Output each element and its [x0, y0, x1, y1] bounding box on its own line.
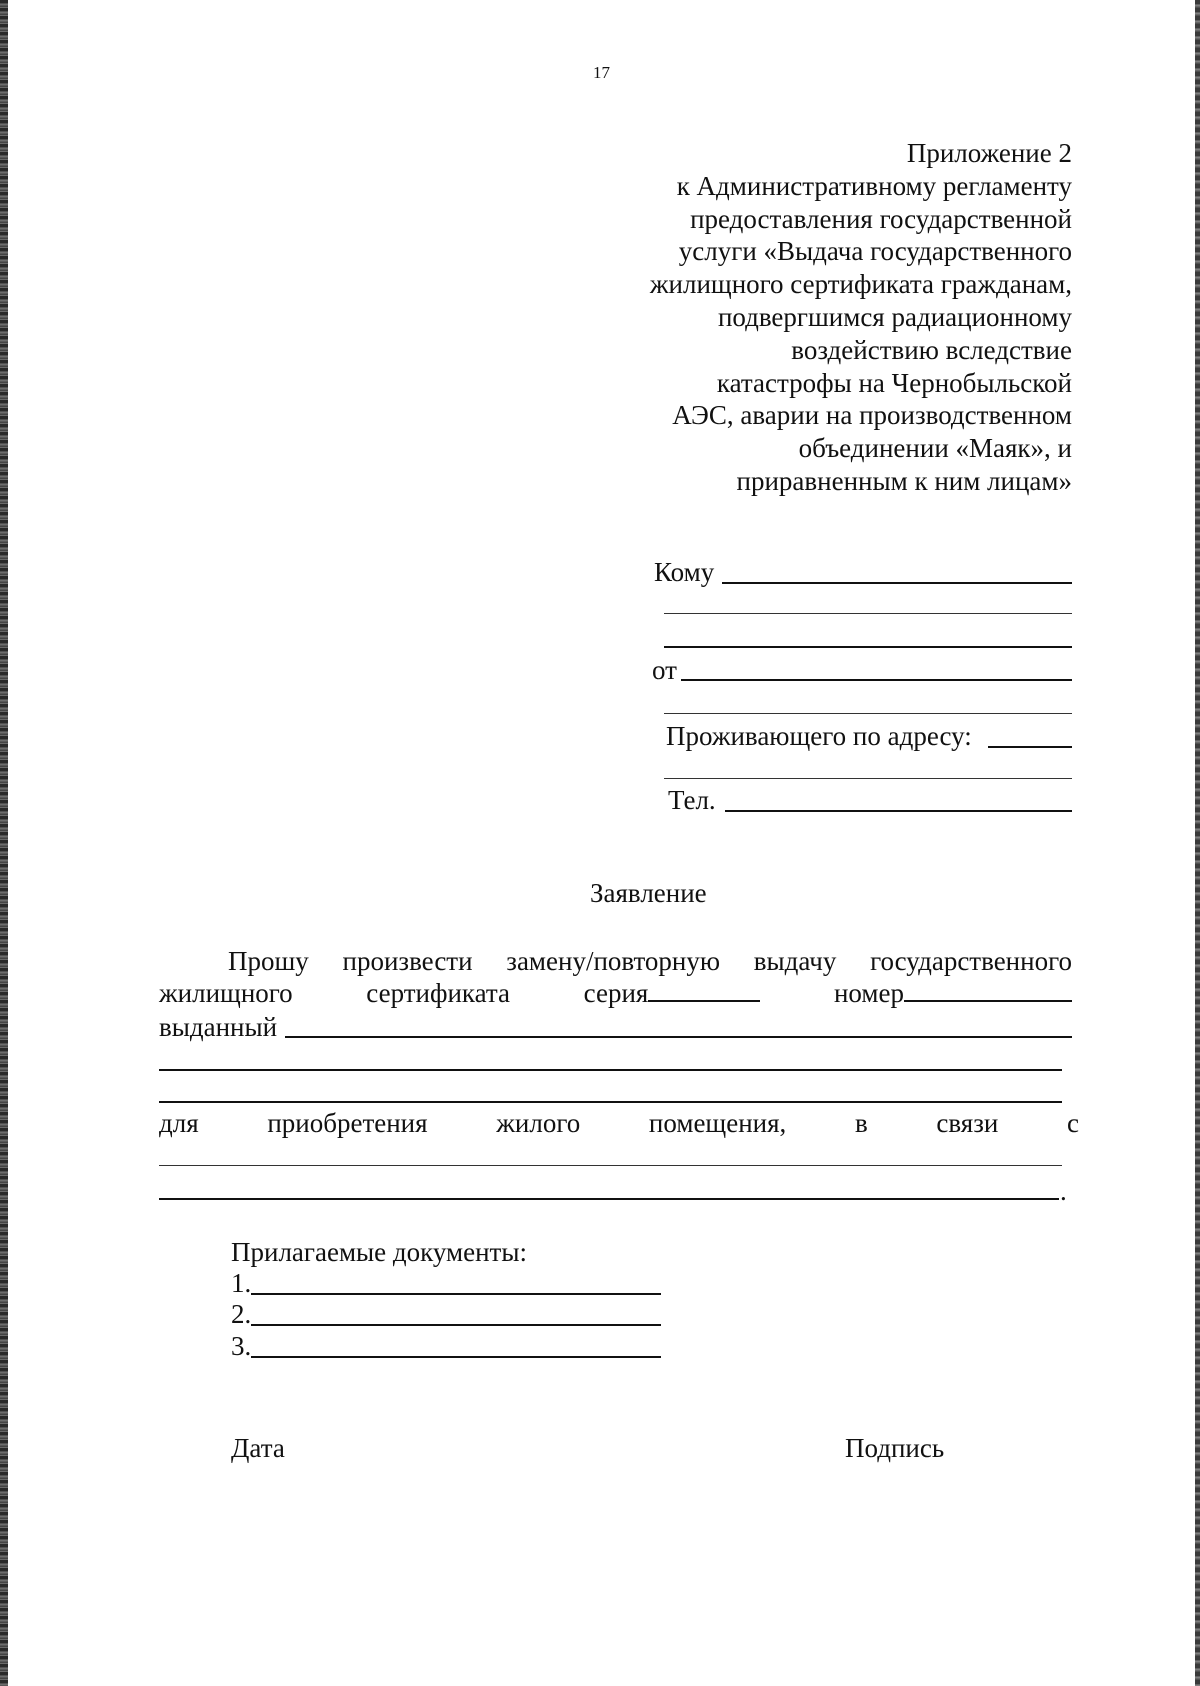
purpose-word: с [1067, 1108, 1079, 1138]
request-word: произвести [342, 946, 473, 976]
number-field [834, 977, 1072, 1009]
signature-label: Подпись [845, 1433, 945, 1463]
number-input-line[interactable] [904, 978, 1072, 1002]
annex-line: предоставления государственной [690, 203, 1072, 234]
from-label: от [652, 655, 677, 685]
attachment-input-line-3[interactable] [251, 1356, 661, 1358]
request-word: жилищного [159, 978, 293, 1008]
purpose-word: помещения, [648, 1108, 787, 1138]
phone-label: Тел. [668, 785, 716, 815]
attachments-heading: Прилагаемые документы: [231, 1237, 527, 1267]
annex-line: воздействию вследствие [791, 334, 1072, 365]
annex-line: Приложение 2 [906, 138, 1072, 168]
series-input-line[interactable] [648, 978, 760, 1002]
to-continuation-line-1[interactable] [664, 613, 1072, 614]
address-input-line[interactable] [988, 746, 1072, 748]
purpose-word: в [854, 1108, 868, 1138]
annex-line: жилищного сертификата гражданам, [649, 269, 1072, 300]
request-word: выдачу [753, 946, 837, 976]
from-input-line[interactable] [681, 679, 1072, 681]
date-label: Дата [231, 1433, 285, 1463]
from-continuation-line[interactable] [664, 713, 1072, 714]
issued-continuation-line-1[interactable] [159, 1069, 1062, 1071]
annex-line: объединении «Маяк», и [798, 433, 1072, 464]
final-period: . [1060, 1176, 1067, 1206]
purpose-input-line-1[interactable] [159, 1165, 1062, 1166]
request-line-1 [228, 945, 1072, 979]
number-label: номер [833, 978, 904, 1008]
to-label: Кому [654, 557, 715, 587]
address-continuation-line[interactable] [664, 778, 1072, 779]
page-number: 17 [593, 63, 610, 82]
address-label: Проживающего по адресу: [666, 721, 972, 751]
annex-line: катастрофы на Чернобыльской [716, 367, 1072, 398]
purpose-word: жилого [496, 1108, 581, 1138]
purpose-word: связи [936, 1108, 999, 1138]
attachment-input-line-2[interactable] [251, 1324, 661, 1326]
purpose-word: для [159, 1108, 199, 1138]
to-continuation-line-2[interactable] [664, 646, 1072, 648]
scan-left-edge [0, 0, 8, 1686]
request-word: государственного [870, 946, 1072, 976]
annex-line: АЭС, аварии на производственном [672, 400, 1072, 431]
series-field [584, 977, 761, 1009]
annex-line: к Административному регламенту [676, 170, 1072, 201]
purpose-line [159, 1107, 1079, 1141]
request-word: замену/повторную [506, 946, 721, 976]
request-word: сертификата [366, 978, 511, 1008]
purpose-input-line-2[interactable] [159, 1198, 1059, 1200]
request-line-2 [159, 977, 1072, 1011]
issued-continuation-line-2[interactable] [159, 1101, 1062, 1103]
annex-line: подвергшимся радиационному [717, 301, 1072, 332]
scan-right-edge [1195, 0, 1200, 1686]
purpose-word: приобретения [267, 1108, 428, 1138]
request-word: Прошу [228, 946, 309, 976]
attachment-input-line-1[interactable] [251, 1293, 661, 1295]
attachment-item-number: 1. [231, 1268, 252, 1298]
annex-line: приравненным к ним лицам» [736, 465, 1072, 496]
issued-input-line[interactable] [285, 1036, 1072, 1038]
attachment-item-number: 2. [231, 1299, 252, 1329]
series-label: серия [583, 978, 649, 1008]
document-title: Заявление [590, 878, 707, 908]
to-input-line[interactable] [722, 582, 1072, 584]
issued-label: выданный [159, 1012, 278, 1042]
annex-header [602, 137, 1072, 498]
attachment-item-number: 3. [231, 1331, 252, 1361]
annex-line: услуги «Выдача государственного [678, 236, 1072, 267]
phone-input-line[interactable] [725, 810, 1072, 812]
